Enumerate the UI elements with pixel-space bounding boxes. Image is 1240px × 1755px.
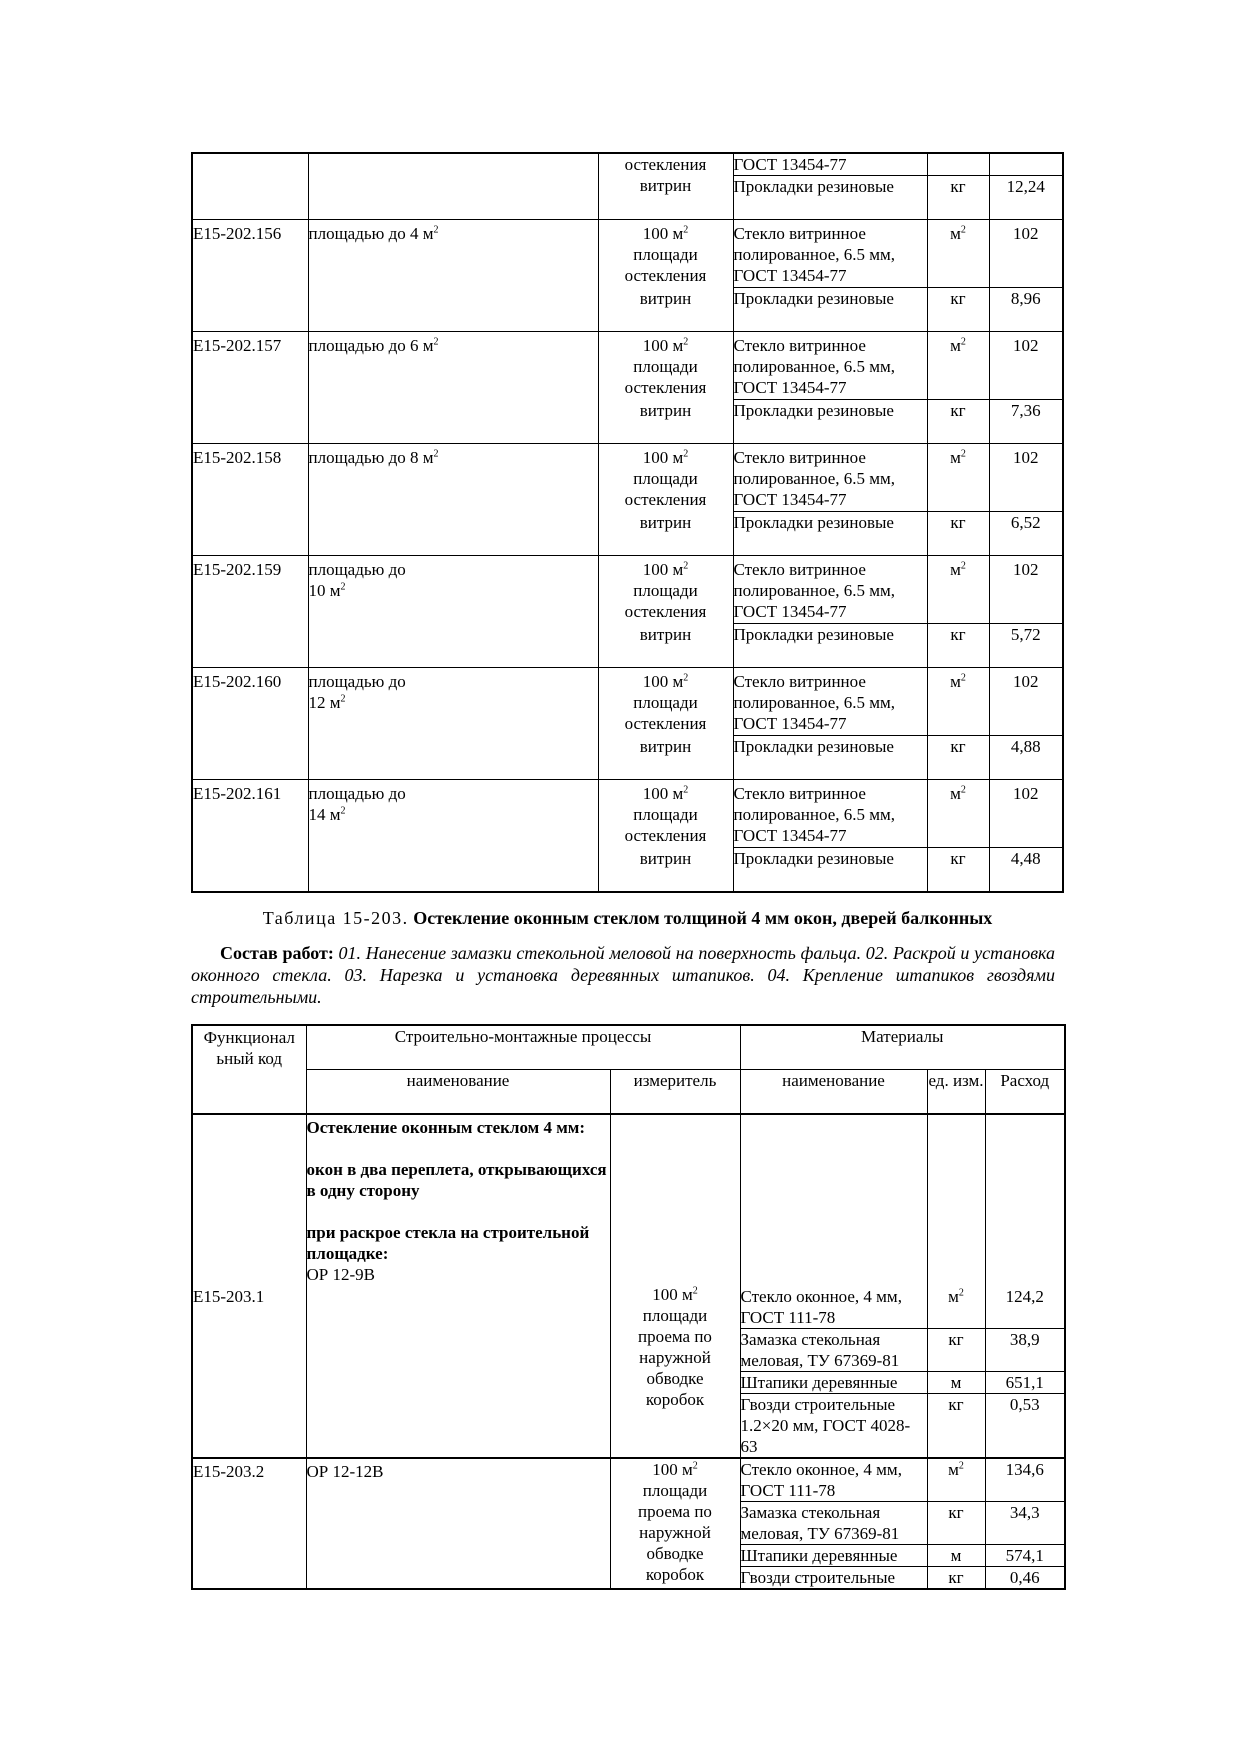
material-name: Прокладки резиновые — [733, 287, 927, 331]
measure-block — [611, 1284, 740, 1410]
material-unit — [927, 556, 989, 624]
material-name: Стекло витринное полированное, 6.5 мм, ГОСТ 13454-77 — [733, 332, 927, 400]
material-unit — [927, 332, 989, 400]
measure-unit-sup: 2 — [683, 448, 689, 460]
measure-unit-text: 100 м — [642, 448, 684, 467]
material-amount: 102 — [989, 220, 1063, 288]
row-code: Е15-202.156 — [192, 220, 308, 332]
header-name: наименование — [306, 1070, 610, 1115]
table-row — [192, 556, 1063, 624]
measure-line: остекления — [624, 155, 707, 174]
row-code-text: Е15-203.2 — [193, 1462, 265, 1481]
material-unit-sup: 2 — [960, 672, 966, 684]
group-heading: при раскрое стекла на строительной площадке: — [306, 1223, 590, 1263]
measure-unit-text: 100 м — [652, 1285, 693, 1304]
measure-unit-sup: 2 — [692, 1285, 698, 1297]
row-code: Е15-202.157 — [192, 332, 308, 444]
material-amount: 134,6 — [985, 1458, 1065, 1502]
row-measure — [610, 1458, 740, 1589]
row-measure — [598, 668, 733, 780]
material-amount: 124,2 — [985, 1114, 1065, 1329]
material-amount: 8,96 — [989, 287, 1063, 331]
measure-unit — [611, 1459, 740, 1480]
material-unit-text: кг — [948, 1503, 964, 1522]
row-name-area-text: площадью до 8 м — [308, 448, 434, 467]
material-unit-sup: 2 — [960, 560, 966, 572]
material-unit-text: м — [950, 224, 961, 243]
material-unit — [927, 1502, 985, 1545]
material-name: Гвозди строительные 1.2×20 мм, ГОСТ 4028-63 — [740, 1394, 927, 1459]
row-measure — [598, 556, 733, 668]
material-name: Замазка стекольная меловая, ТУ 67369-81 — [740, 1329, 927, 1372]
measure-line: витрин — [639, 401, 692, 420]
measure-unit-sup: 2 — [692, 1460, 698, 1472]
material-unit: кг — [927, 511, 989, 555]
row-name-area-text: площадью до 6 м — [308, 336, 434, 355]
row-name — [306, 1458, 610, 1589]
row-name-line: площадью до — [308, 784, 406, 803]
measure-line: витрин — [639, 737, 692, 756]
measure-line: площади — [633, 805, 698, 824]
material-unit-sup: 2 — [960, 336, 966, 348]
measure-line: остекления — [624, 378, 707, 397]
measure-line: витрин — [639, 289, 692, 308]
material-unit-text: м — [950, 1373, 962, 1392]
row-name-area — [309, 805, 346, 824]
row-code: Е15-202.158 — [192, 444, 308, 556]
header-amount: Расход — [985, 1070, 1065, 1115]
measure-unit-sup: 2 — [683, 672, 689, 684]
row-name-text: ОР 12-9В — [306, 1265, 375, 1284]
norms-table-15-202 — [191, 152, 1064, 893]
material-unit: кг — [927, 287, 989, 331]
material-unit: кг — [927, 847, 989, 892]
material-unit-text: м — [948, 1287, 959, 1306]
row-name — [308, 444, 598, 556]
measure-unit — [599, 223, 733, 244]
material-name: Прокладки резиновые — [733, 176, 927, 220]
row-name-area-text: 14 м — [308, 805, 341, 824]
material-unit — [927, 220, 989, 288]
row-name-area-sup: 2 — [340, 581, 346, 593]
row-measure — [598, 332, 733, 444]
material-unit-text: м — [950, 784, 961, 803]
row-name-area-sup: 2 — [340, 693, 346, 705]
material-unit: кг — [927, 176, 989, 220]
material-name: Прокладки резиновые — [733, 847, 927, 892]
material-unit — [927, 1567, 985, 1590]
measure-line: остекления — [624, 826, 707, 845]
measure-unit-text: 100 м — [642, 672, 684, 691]
measure-line: витрин — [639, 513, 692, 532]
row-name-area-sup: 2 — [433, 448, 439, 460]
material-amount: 6,52 — [989, 511, 1063, 555]
row-name-area-sup: 2 — [433, 336, 439, 348]
material-amount: 12,24 — [989, 176, 1063, 220]
material-amount: 102 — [989, 668, 1063, 736]
material-unit-text: м — [950, 560, 961, 579]
material-name: Прокладки резиновые — [733, 735, 927, 779]
measure-unit — [599, 783, 733, 804]
header-materials: Материалы — [740, 1025, 1065, 1070]
table-row — [192, 153, 1063, 176]
row-measure — [598, 444, 733, 556]
row-name-area-text: площадью до 4 м — [308, 224, 434, 243]
material-name: Стекло оконное, 4 мм, ГОСТ 111-78 — [740, 1114, 927, 1329]
material-amount: 38,9 — [985, 1329, 1065, 1372]
row-name-area — [309, 224, 439, 243]
measure-line: витрин — [639, 625, 692, 644]
row-code — [192, 1458, 306, 1589]
row-name-area-sup: 2 — [433, 224, 439, 236]
header-measure: измеритель — [610, 1070, 740, 1115]
material-unit-sup: 2 — [958, 1287, 964, 1299]
measure-unit — [611, 1284, 740, 1305]
table-row — [192, 780, 1063, 848]
row-name-area — [309, 448, 439, 467]
row-code-text: Е15-203.1 — [193, 1287, 265, 1306]
measure-unit-text: 100 м — [642, 336, 684, 355]
material-unit-text: м — [950, 336, 961, 355]
row-measure — [598, 780, 733, 893]
table-row — [192, 220, 1063, 288]
row-measure — [610, 1114, 740, 1458]
measure-unit-sup: 2 — [683, 224, 689, 236]
row-code: Е15-202.160 — [192, 668, 308, 780]
material-name: Стекло витринное полированное, 6.5 мм, ГОСТ 13454-77 — [733, 556, 927, 624]
material-unit-sup: 2 — [958, 1460, 964, 1472]
measure-unit-text: 100 м — [642, 784, 684, 803]
material-name: Замазка стекольная меловая, ТУ 67369-81 — [740, 1502, 927, 1545]
measure-unit-sup: 2 — [683, 560, 689, 572]
table-header-row — [192, 1025, 1065, 1070]
material-amount: 102 — [989, 556, 1063, 624]
table-number: Таблица 15-203. — [262, 908, 409, 928]
group-heading: окон в два переплета, открывающихся в одну сторону — [306, 1160, 607, 1200]
row-name-area — [309, 693, 346, 712]
row-name — [308, 668, 598, 780]
material-unit — [927, 1394, 985, 1459]
material-amount: 0,46 — [985, 1567, 1065, 1590]
material-unit-text: кг — [948, 1330, 964, 1349]
material-unit — [927, 780, 989, 848]
material-name: Стекло витринное полированное, 6.5 мм, ГОСТ 13454-77 — [733, 220, 927, 288]
measure-rest: площади проема по наружной обводке коробок — [638, 1481, 712, 1584]
table-row — [192, 332, 1063, 400]
row-code — [192, 1114, 306, 1458]
material-unit — [927, 668, 989, 736]
measure-line: площади — [633, 469, 698, 488]
row-name — [308, 556, 598, 668]
row-name-line: площадью до — [308, 672, 406, 691]
measure-unit — [599, 671, 733, 692]
material-amount: 651,1 — [985, 1372, 1065, 1394]
row-name — [306, 1114, 610, 1458]
material-name: Прокладки резиновые — [733, 623, 927, 667]
material-unit-text: кг — [948, 1395, 964, 1414]
header-processes: Строительно-монтажные процессы — [306, 1025, 740, 1070]
table-row — [192, 1458, 1065, 1502]
row-name-line: площадью до — [308, 560, 406, 579]
material-amount: 4,88 — [989, 735, 1063, 779]
group-heading: Остекление оконным стеклом 4 мм: — [306, 1118, 586, 1137]
work-composition-text: 01. Нанесение замазки стекольной меловой на поверхность фальца. 02. Раскрой и установка оконного стекла. 03. Нарезка и установка деревянных штапиков. 04. Крепление штапиков гвоздями строительными. — [191, 943, 1056, 1007]
material-amount: 4,48 — [989, 847, 1063, 892]
row-measure — [598, 220, 733, 332]
material-unit — [927, 153, 989, 176]
table-title-text: Остекление оконным стеклом толщиной 4 мм окон, дверей балконных — [413, 908, 993, 928]
measure-line: площади — [633, 357, 698, 376]
row-code: Е15-202.159 — [192, 556, 308, 668]
material-name: Штапики деревянные — [740, 1545, 927, 1567]
measure-line: остекления — [624, 714, 707, 733]
material-unit — [927, 1372, 985, 1394]
material-unit-text: м — [950, 448, 961, 467]
work-composition — [191, 942, 1055, 1008]
group-headings — [307, 1115, 610, 1264]
material-unit — [927, 1329, 985, 1372]
row-code: Е15-202.161 — [192, 780, 308, 893]
material-unit-sup: 2 — [960, 224, 966, 236]
measure-unit-sup: 2 — [683, 784, 689, 796]
measure-line: витрин — [639, 849, 692, 868]
header-mat-name: наименование — [740, 1070, 927, 1115]
row-name-area — [309, 581, 346, 600]
material-amount — [989, 153, 1063, 176]
material-unit-text: м — [948, 1460, 959, 1479]
material-amount: 5,72 — [989, 623, 1063, 667]
material-amount: 574,1 — [985, 1545, 1065, 1567]
table-header-row — [192, 1070, 1065, 1115]
table-row — [192, 444, 1063, 512]
material-amount: 102 — [989, 444, 1063, 512]
material-name: Штапики деревянные — [740, 1372, 927, 1394]
material-unit-text: кг — [948, 1568, 964, 1587]
measure-unit-sup: 2 — [683, 336, 689, 348]
material-unit — [927, 1114, 985, 1329]
row-name — [308, 220, 598, 332]
measure-unit — [599, 335, 733, 356]
norms-table-15-203 — [191, 1024, 1066, 1590]
material-name: Прокладки резиновые — [733, 399, 927, 443]
spacer — [307, 1201, 610, 1222]
material-name: Гвозди строительные — [740, 1567, 927, 1590]
measure-line: остекления — [624, 490, 707, 509]
material-amount: 0,53 — [985, 1394, 1065, 1459]
row-name — [308, 332, 598, 444]
header-func-code: Функционал ьный код — [203, 1028, 295, 1068]
measure-line: витрин — [639, 176, 692, 195]
material-name: Стекло витринное полированное, 6.5 мм, ГОСТ 13454-77 — [733, 780, 927, 848]
row-name-area-text: 10 м — [308, 581, 341, 600]
material-amount: 7,36 — [989, 399, 1063, 443]
table-title — [191, 906, 1064, 930]
measure-line: остекления — [624, 266, 707, 285]
material-unit — [927, 1458, 985, 1502]
material-unit-sup: 2 — [960, 784, 966, 796]
row-name-area-sup: 2 — [340, 805, 346, 817]
row-name-area — [309, 336, 439, 355]
material-amount: 102 — [989, 780, 1063, 848]
measure-unit — [599, 447, 733, 468]
material-amount: 102 — [989, 332, 1063, 400]
material-name: Стекло оконное, 4 мм, ГОСТ 111-78 — [740, 1458, 927, 1502]
measure-line: остекления — [624, 602, 707, 621]
material-unit — [927, 1545, 985, 1567]
material-amount: 34,3 — [985, 1502, 1065, 1545]
measure-unit — [599, 559, 733, 580]
material-name: Стекло витринное полированное, 6.5 мм, ГОСТ 13454-77 — [733, 668, 927, 736]
row-name-area-text: 12 м — [308, 693, 341, 712]
measure-unit-text: 100 м — [642, 224, 684, 243]
material-unit — [927, 444, 989, 512]
material-name: ГОСТ 13454-77 — [733, 153, 927, 176]
table-row — [192, 1114, 1065, 1329]
material-unit-sup: 2 — [960, 448, 966, 460]
table-row — [192, 668, 1063, 736]
material-unit: кг — [927, 623, 989, 667]
material-unit: кг — [927, 735, 989, 779]
row-name — [308, 780, 598, 893]
material-unit-text: м — [950, 1546, 962, 1565]
measure-line: площади — [633, 581, 698, 600]
measure-line: площади — [633, 693, 698, 712]
measure-unit-text: 100 м — [652, 1460, 693, 1479]
material-unit: кг — [927, 399, 989, 443]
header-unit: ед. изм. — [927, 1070, 985, 1115]
material-unit-text: м — [950, 672, 961, 691]
measure-line: площади — [633, 245, 698, 264]
work-composition-label: Состав работ: — [220, 943, 334, 963]
material-name: Прокладки резиновые — [733, 511, 927, 555]
material-name: Стекло витринное полированное, 6.5 мм, ГОСТ 13454-77 — [733, 444, 927, 512]
measure-unit-text: 100 м — [642, 560, 684, 579]
measure-rest: площади проема по наружной обводке коробок — [638, 1306, 712, 1409]
spacer — [307, 1138, 610, 1159]
row-name-text: ОР 12-12В — [306, 1462, 384, 1481]
